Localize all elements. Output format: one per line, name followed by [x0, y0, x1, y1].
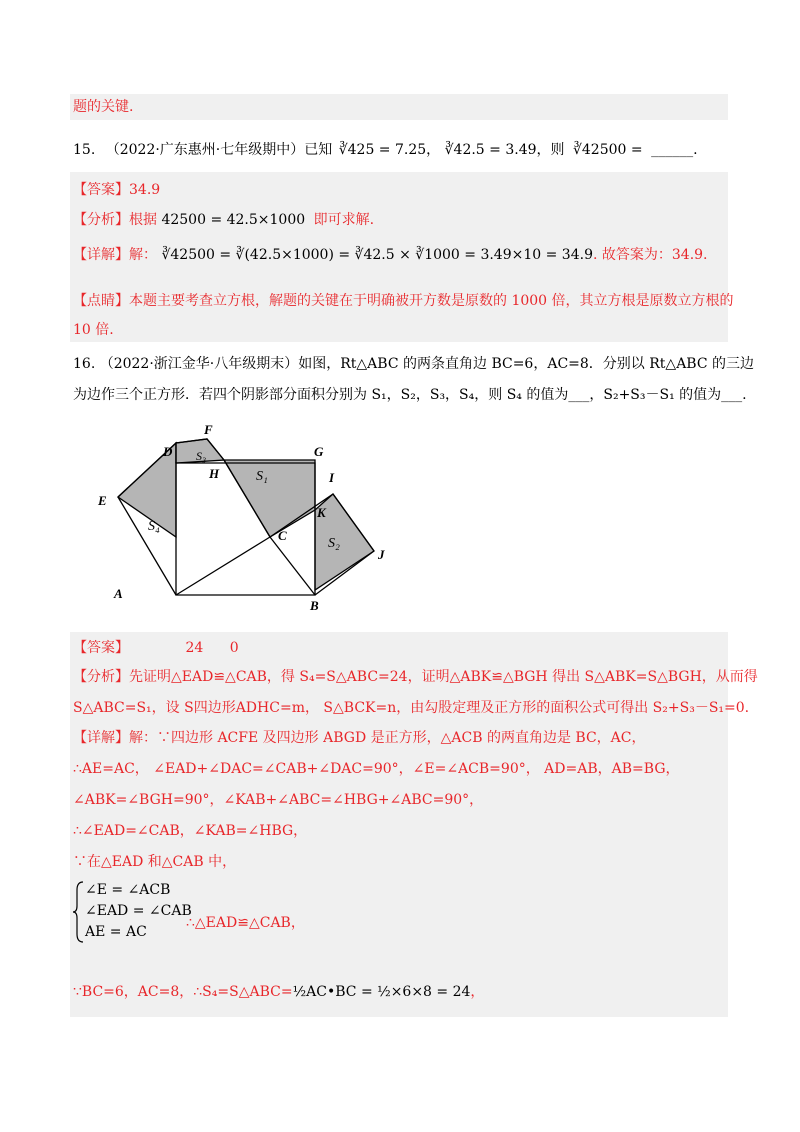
answer-value-1: 24	[185, 640, 204, 656]
analysis-post: 即可求解.	[313, 212, 375, 228]
label-i: I	[329, 470, 335, 485]
detail-expr: ∛42500 = ∛(42.5×1000) = ∛42.5 × ∛1000 = 3.49×10 = 34.9	[161, 247, 593, 263]
label-s2: S₂	[328, 536, 340, 551]
answer-value: 34.9	[129, 182, 161, 198]
comment-tag: 【点睛】	[73, 293, 129, 309]
final-expr: ½AC•BC = ½×6×8 = 24	[292, 984, 471, 1000]
q16-detail-1	[73, 728, 645, 748]
q16-analysis-2: S△ABC=S₁，设 S四边形ADHC=m， S△BCK=n，由勾股定理及正方形的面积公式可得出 S₂+S₃－S₁=0.	[73, 700, 750, 716]
label-h: H	[209, 466, 220, 481]
analysis-expr: 42500 = 42.5×1000	[161, 212, 306, 228]
q15-expr2: ∛42.5 = 3.49	[444, 142, 537, 158]
equation-system	[73, 880, 193, 944]
final-post: ，	[470, 984, 485, 1000]
detail-pre: 解：	[129, 247, 157, 263]
q16-detail-3: ∠ABK=∠BGH=90°，∠KAB+∠ABC=∠HBG+∠ABC=90°，	[73, 792, 484, 808]
detail-text-1: 解：∵四边形 ACFE 及四边形 ABGD 是正方形，△ACB 的两直角边是 BC，AC，	[129, 730, 646, 746]
edge-bc	[270, 537, 315, 595]
label-j: J	[378, 547, 385, 562]
q16-line1: 16. （2022·浙江金华·八年级期末）如图，Rt△ABC 的两条直角边 BC=6，AC=8．分别以 Rt△ABC 的三边	[73, 356, 755, 372]
comment-text: 本题主要考查立方根，解题的关键在于明确被开方数是原数的 1000 倍，其立方根是原数立方根的	[129, 293, 734, 309]
q16-line2: 为边作三个正方形．若四个阴影部分面积分别为 S₁，S₂，S₃，S₄，则 S₄ 的值为___，S₂+S₃－S₁ 的值为___.	[73, 387, 747, 403]
sys-eq-2: ∠EAD = ∠CAB	[85, 903, 192, 919]
edge-ac	[176, 537, 270, 595]
q16-answer	[73, 638, 239, 658]
label-e: E	[98, 493, 107, 508]
geometry-figure	[90, 415, 400, 620]
q15-blank: ______.	[651, 142, 698, 158]
analysis-pre: 根据	[129, 212, 157, 228]
detail-tag: 【详解】	[73, 247, 129, 263]
label-d: D	[163, 444, 173, 459]
label-b: B	[310, 598, 319, 613]
q16-congruence: ∴△EAD≌△CAB，	[186, 915, 305, 931]
q15-detail	[73, 245, 708, 265]
detail-tag: 【详解】	[73, 730, 129, 746]
label-f: F	[204, 422, 213, 437]
prev-answer-tail: 题的关键.	[73, 99, 134, 115]
q16-detail-2: ∴AE=AC， ∠EAD+∠DAC=∠CAB+∠DAC=90°，∠E=∠ACB=90°， AD=AB，AB=BG，	[73, 761, 680, 777]
q16-detail-5: ∵在△EAD 和△CAB 中，	[73, 854, 237, 870]
q15-expr1: ∛425 = 7.25	[338, 142, 427, 158]
answer-tag: 【答案】	[73, 640, 129, 656]
analysis-tag: 【分析】	[73, 212, 129, 228]
label-k: K	[317, 505, 326, 520]
label-s1: S₁	[256, 469, 268, 484]
prev-answer-box	[70, 94, 728, 120]
q16-analysis	[73, 667, 758, 687]
q15-expr3: ∛42500 =	[572, 142, 643, 158]
label-s4: S₄	[148, 519, 160, 534]
label-g: G	[314, 444, 324, 459]
left-brace	[73, 880, 85, 944]
q16-final	[73, 982, 484, 1002]
q15-sep1: ，	[426, 142, 441, 158]
sys-eq-3: AE = AC	[85, 924, 147, 940]
q15-answer	[73, 180, 160, 200]
q15-comment-1	[73, 291, 734, 311]
answer-tag: 【答案】	[73, 182, 129, 198]
label-s3: S₃	[196, 449, 207, 463]
label-c: C	[278, 528, 287, 543]
analysis-tag: 【分析】	[73, 669, 129, 685]
q15-text	[73, 140, 698, 160]
q15-analysis	[73, 210, 374, 230]
q16-detail-4: ∴∠EAD=∠CAB，∠KAB=∠HBG，	[73, 823, 308, 839]
answer-value-2: 0	[229, 640, 239, 656]
q15-comment-2: 10 倍.	[73, 322, 114, 338]
label-a: A	[114, 586, 123, 601]
analysis-text-1: 先证明△EAD≌△CAB，得 S₄=S△ABC=24，证明△ABK≌△BGH 得出 S△ABK=S△BGH，从而得	[129, 669, 758, 685]
q15-source: （2022·广东惠州·七年级期中）已知	[105, 142, 333, 158]
sys-eq-1: ∠E = ∠ACB	[85, 882, 171, 898]
detail-post: . 故答案为：34.9.	[592, 247, 708, 263]
final-pre: ∵BC=6，AC=8，∴S₄=S△ABC=	[73, 984, 293, 1000]
q15-number: 15.	[73, 142, 96, 158]
q15-sep2: ，则	[536, 142, 565, 158]
s1-region	[224, 460, 315, 537]
